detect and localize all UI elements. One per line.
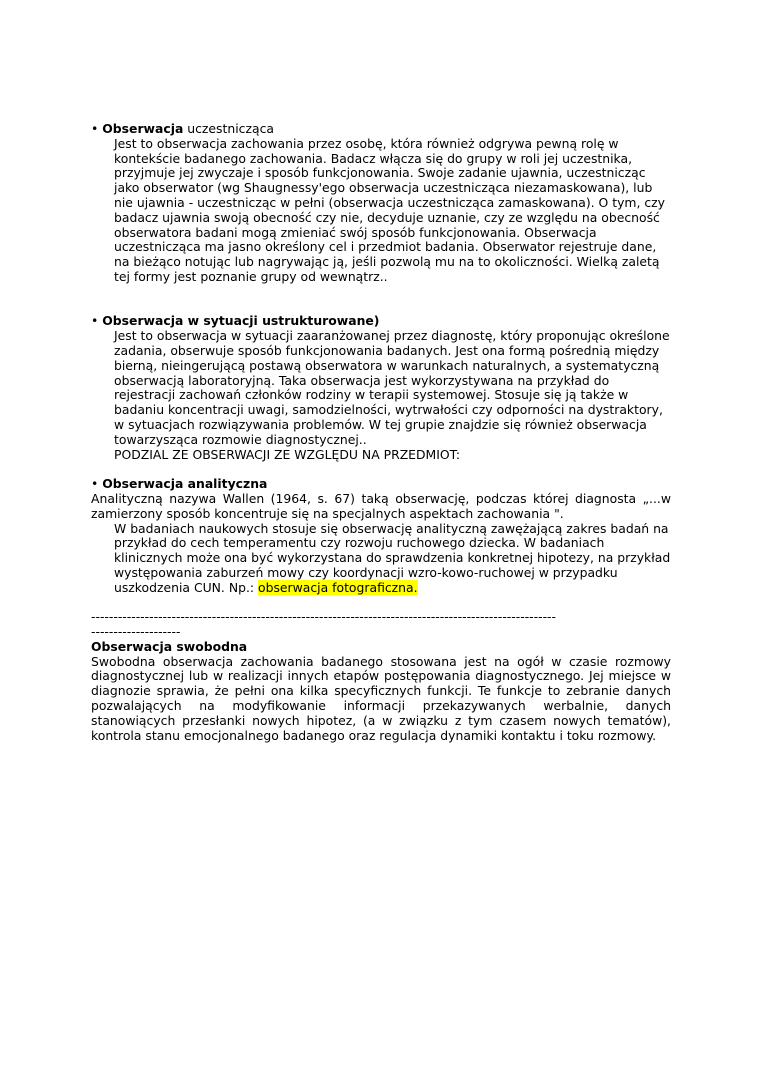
section-heading-free bbox=[91, 640, 671, 655]
caps-line: PODZIAL ZE OBSERWACJI ZE WZGLĘDU NA PRZEDMIOT: bbox=[114, 446, 461, 462]
heading-bold: Obserwacja w sytuacji ustrukturowane) bbox=[102, 313, 380, 329]
section-body-structured bbox=[91, 329, 671, 462]
highlighted-text: obserwacja fotograficzna. bbox=[258, 579, 418, 595]
bullet: • bbox=[91, 476, 99, 492]
paragraph: Jest to obserwacja w sytuacji zaaranżowanej przez diagnostę, który proponując określone zadania, obserwuje sposób funkcjonowania badanych. Jest ona formą pośrednią między bierną, nieingerującą postawą obserwatora w warunkach naturalnych, a systematyczną obserwacją laboratoryjną. Taka obserwacja jest wykorzystywana na przykład do rejestracji zachowań członków rodziny w terapii systemowej. Stosuje się ją także w badaniu koncentracji uwagi, samodzielności, wytrwałości czy odporności na dystraktory, w sytuacjach rozwiązywania problemów. W tej grupie znajdzie się również obserwacja towarzysząca rozmowie diagnostycznej.. bbox=[114, 328, 670, 447]
dashed-divider-line-1: -------------------------------------------------------------------------------------------------------- bbox=[91, 610, 556, 625]
paragraph-free: Swobodna obserwacja zachowania badanego stosowana jest na ogół w czasie rozmowy diagnostycznej lub w realizacji innych etapów postępowania diagnostycznego. Jej miejsce w diagnozie sprawia, że pełni ona kilka specyficznych funkcji. Te funkcje to zebranie danych pozwalających na modyfikowanie informacji przekazywanych werbalnie, danych stanowiących przesłanki nowych hipotez, (a w związku z tym czasem nowych tematów), kontrola stanu emocjonalnego badanego oraz regulacja dynamiki kontaktu i toku rozmowy. bbox=[91, 653, 671, 743]
document-page bbox=[91, 122, 671, 743]
section-body-participant bbox=[91, 137, 671, 285]
heading-bold: Obserwacja bbox=[102, 121, 184, 136]
intro-paragraph: Analityczną nazywa Wallen (1964, s. 67) taką obserwację, podczas której diagnosta „...w zamierzony sposób koncentruje się na specjalnych aspektach zachowania ". bbox=[91, 490, 671, 521]
paragraph-text: W badaniach naukowych stosuje się obserwację analityczną zawężającą zakres badań na przykład do cech temperamentu czy rozwoju ruchowego dziecka. W badaniach klinicznych może ona być wykorzystana do sprawdzenia konkretnej hipotezy, na przykład występowania zaburzeń mowy czy koordynacji wzro-kowo-ruchowej w przypadku uszkodzenia CUN. Np.: bbox=[114, 520, 671, 595]
heading-rest: uczestnicząca bbox=[183, 121, 274, 136]
dashed-divider-line-2: -------------------- bbox=[91, 625, 181, 640]
bullet: • bbox=[91, 313, 99, 329]
bullet: • bbox=[91, 121, 99, 136]
section-heading-analytic bbox=[91, 477, 671, 492]
heading-bold: Obserwacja analityczna bbox=[102, 476, 268, 492]
paragraph: Jest to obserwacja zachowania przez osobę, która również odgrywa pewną rolę w kontekście badanego zachowania. Badacz włącza się do grupy w roli jej uczestnika, przyjmuje jej zwyczaje i sposób funkcjonowania. Swoje zadanie ujawnia, uczestnicząc jako obserwator (wg Shaugnessy'ego obserwacja uczestnicząca niezamaskowana), lub nie ujawnia - uczestnicząc w pełni (obserwacja uczestnicząca zamaskowana). O tym, czy badacz ujawnia swoją obecność czy nie, decyduje uznanie, czy ze względu na obecność obserwatora badani mogą zmieniać swój sposób funkcjonowania. Obserwacja uczestnicząca ma jasno określony cel i przedmiot badania. Obserwator rejestruje dane, na bieżąco notując lub nagrywając ją, jeśli pozwolą mu na to okoliczności. Wielką zaletą tej formy jest poznanie grupy od wewnątrz.. bbox=[114, 135, 666, 284]
paragraph-with-highlight bbox=[114, 522, 671, 596]
section-heading-structured bbox=[91, 314, 671, 329]
section-heading-participant bbox=[91, 122, 671, 137]
heading-bold: Obserwacja swobodna bbox=[91, 638, 248, 654]
section-body-analytic bbox=[91, 522, 671, 596]
